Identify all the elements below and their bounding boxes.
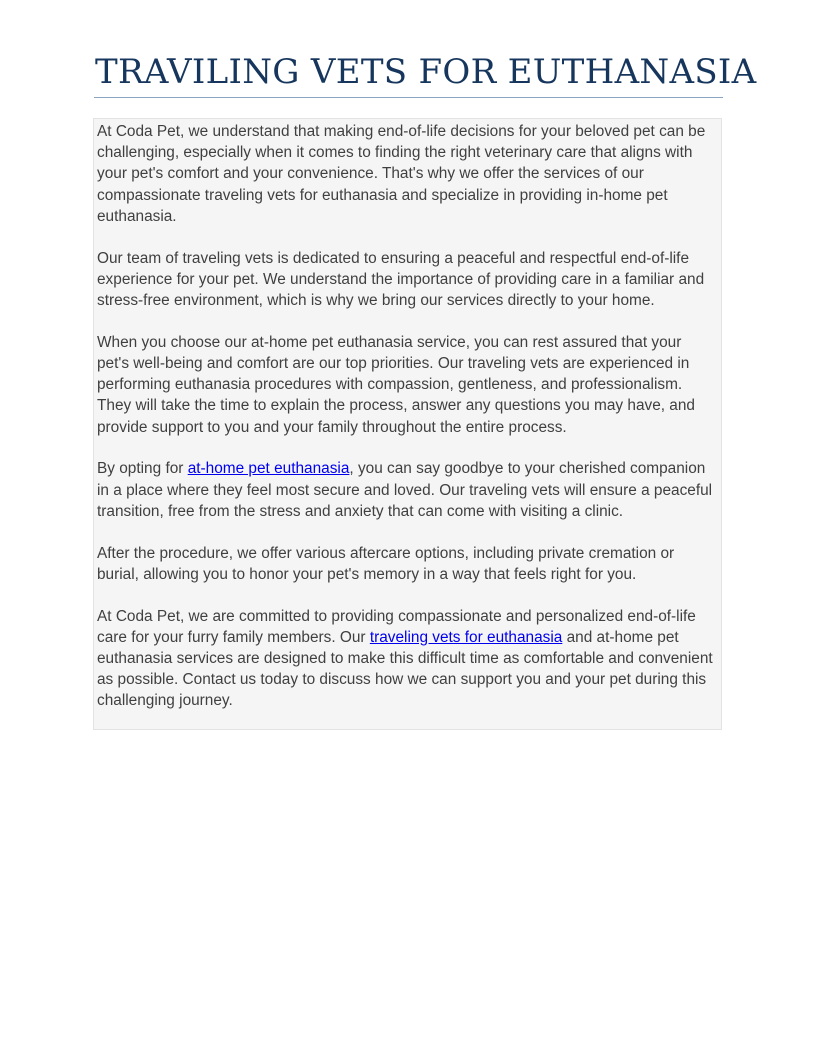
paragraph-team: Our team of traveling vets is dedicated to ensuring a peaceful and respectful end-of-life experience for your pet. We understand the importance of providing care in a familiar and stress-free environment, which is why we bring our services directly to your home. xyxy=(97,249,705,310)
title-divider xyxy=(94,97,723,98)
page-title: TRAVILING VETS FOR EUTHANASIA xyxy=(95,52,757,92)
traveling-vets-for-euthanasia-link[interactable]: traveling vets for euthanasia xyxy=(369,628,563,646)
paragraph-aftercare: After the procedure, we offer various aftercare options, including private cremation or burial, allowing you to honor your pet's memory in a way that feels right for you. xyxy=(97,544,675,583)
paragraph-opting-rest: , you can say goodbye to your cherished companion in a place where they feel most secure and loved. Our traveling vets will ensure a peaceful transition, free from the stress and anxiety that can come with visiting a clinic. xyxy=(97,460,713,520)
at-home-pet-euthanasia-link[interactable]: at-home pet euthanasia xyxy=(187,460,350,478)
paragraph-closing xyxy=(97,606,717,712)
paragraph-opting-lead: By opting for xyxy=(97,460,188,478)
content-box xyxy=(93,118,722,730)
paragraph-closing-lead: At Coda Pet, we are committed to providing compassionate and personalized end-of-life care for your furry family members. Our xyxy=(97,607,696,646)
paragraph-opting xyxy=(97,458,717,522)
paragraph-closing-rest: and at-home pet euthanasia services are designed to make this difficult time as comfortable and convenient as possible. Contact us today to discuss how we can support you and your pet during this challenging journey. xyxy=(97,628,713,710)
paragraph-intro: At Coda Pet, we understand that making end-of-life decisions for your beloved pet can be challenging, especially when it comes to finding the right veterinary care that aligns with your pet's comfort and your convenience. That's why we offer the services of our compassionate traveling vets for euthanasia and specialize in providing in-home pet euthanasia. xyxy=(97,123,706,225)
paragraph-service: When you choose our at-home pet euthanasia service, you can rest assured that your pet's well-being and comfort are our top priorities. Our traveling vets are experienced in performing euthanasia procedures with compassion, gentleness, and professionalism. They will take the time to explain the process, answer any questions you may have, and provide support to you and your family throughout the entire process. xyxy=(97,333,695,436)
